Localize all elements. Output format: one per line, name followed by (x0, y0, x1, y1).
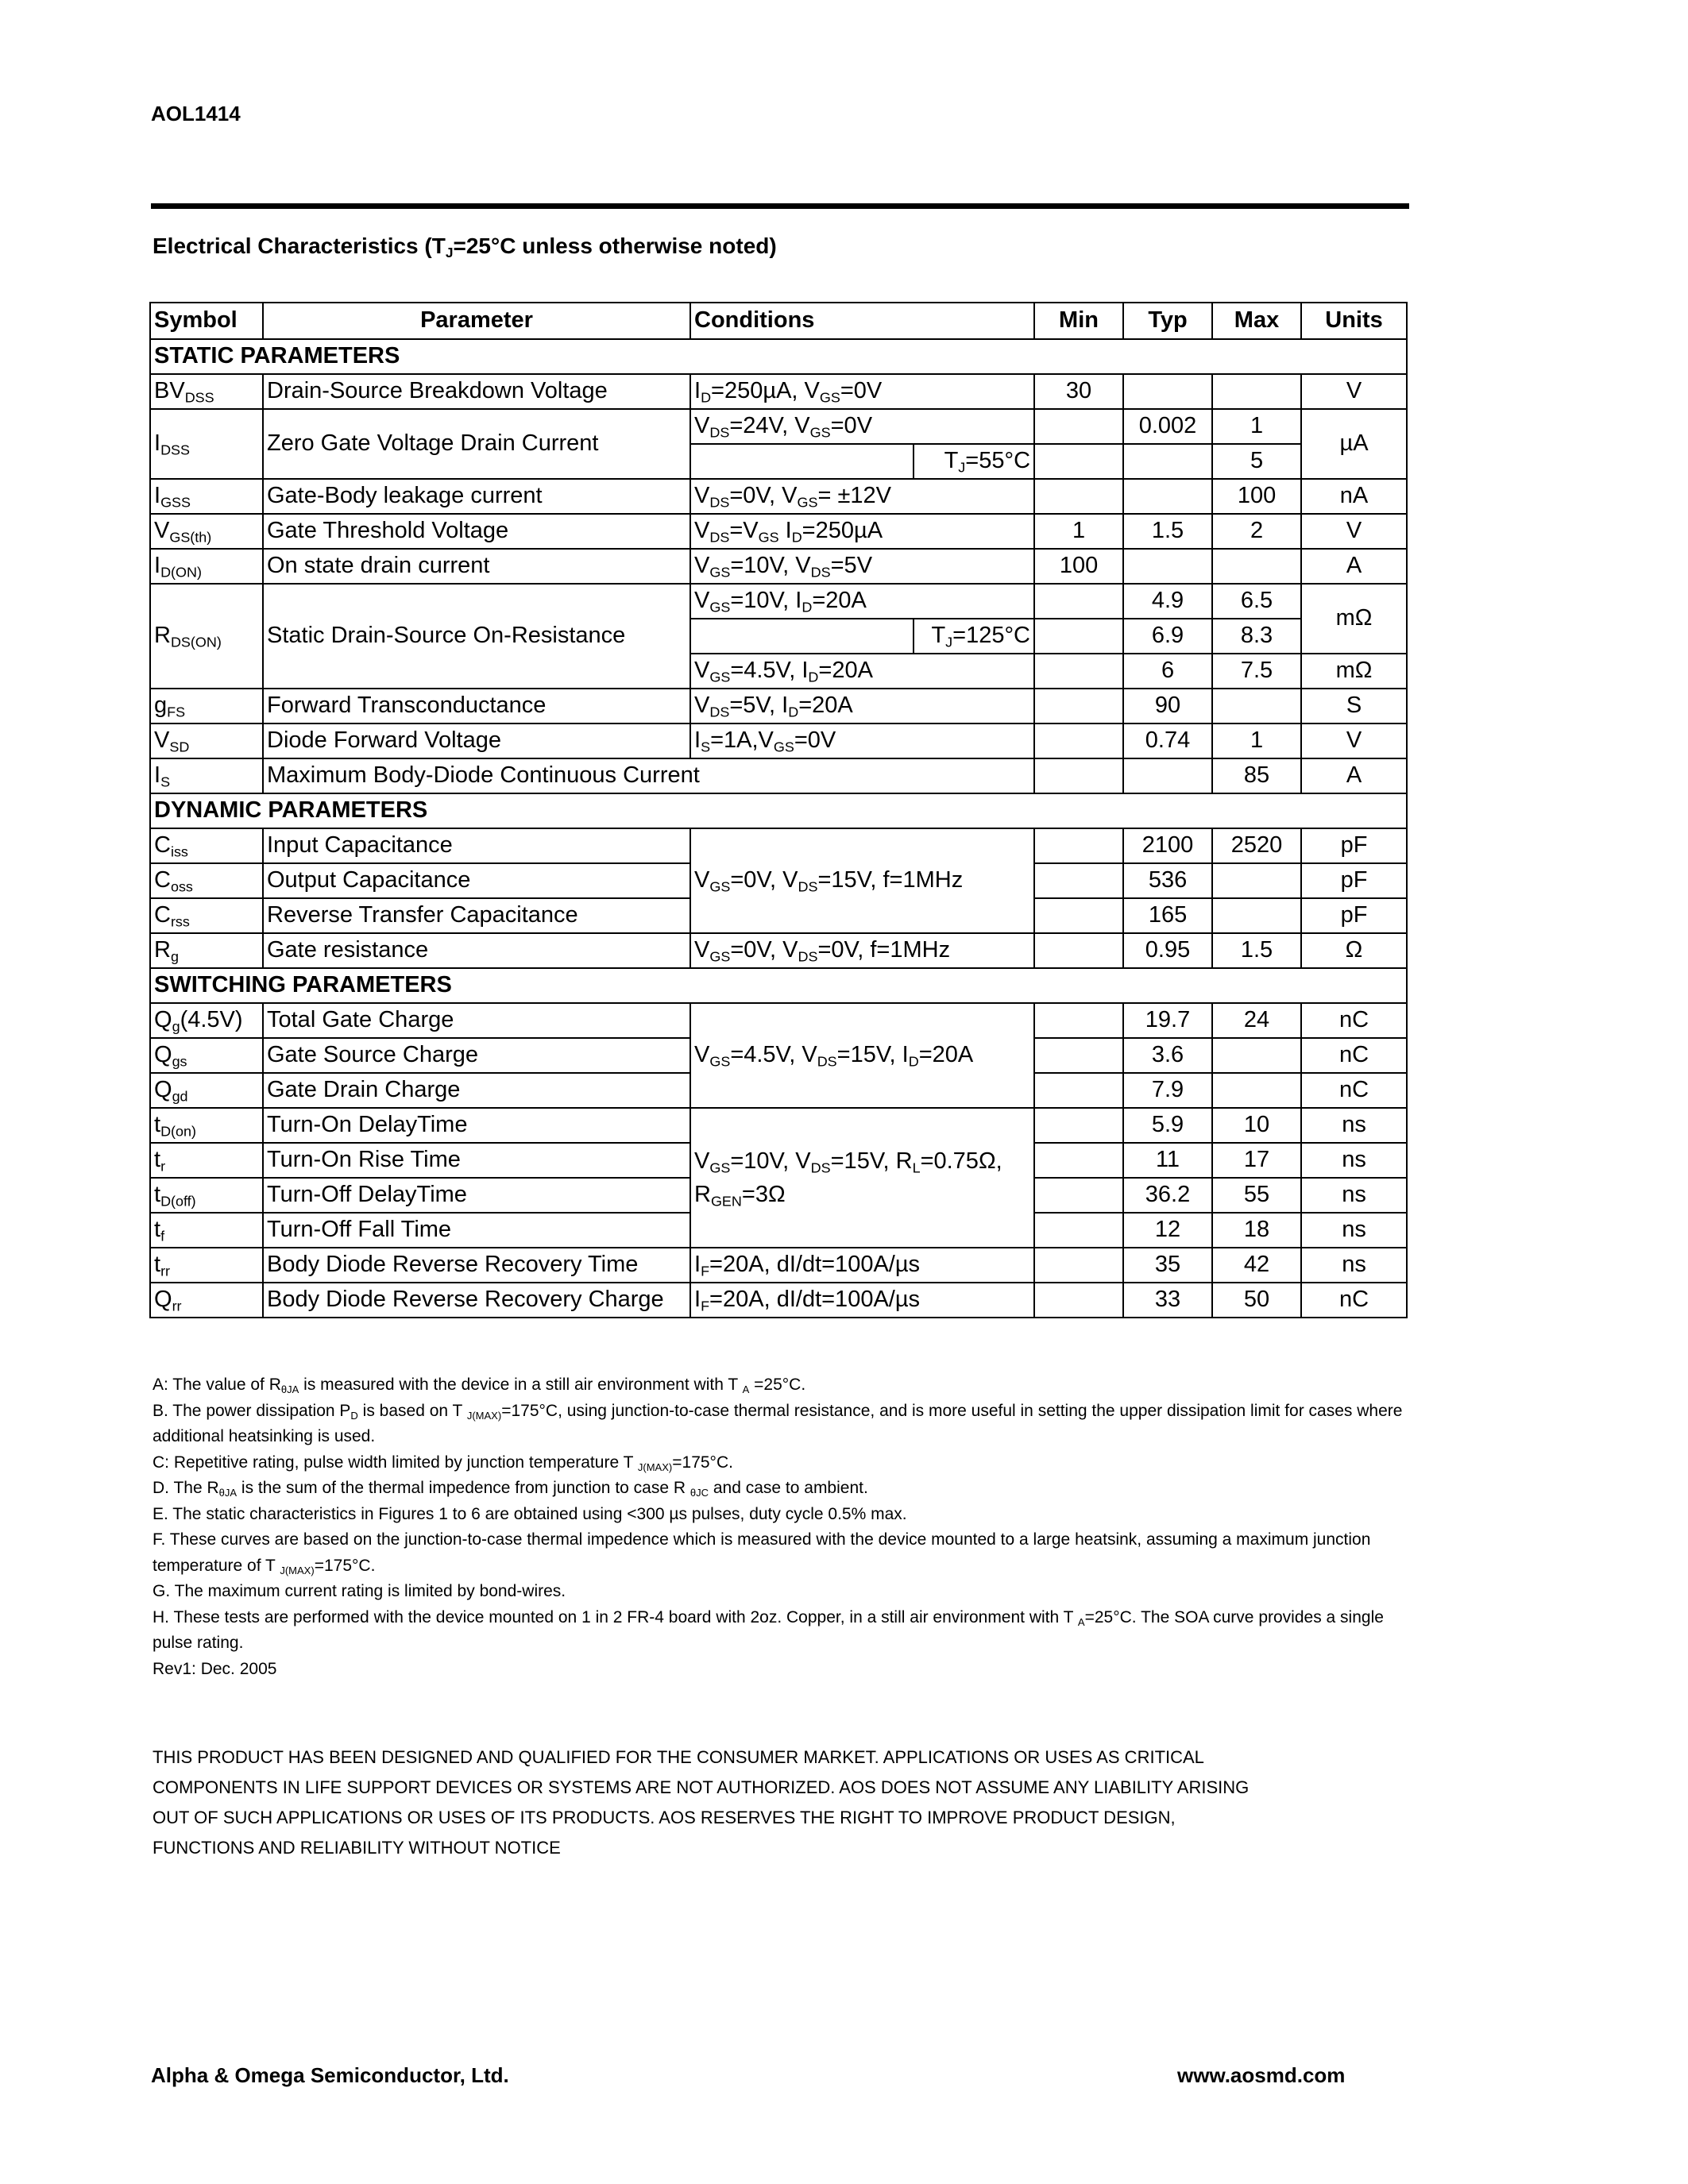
revision: Rev1: Dec. 2005 (153, 1659, 277, 1678)
note-f: F. These curves are based on the junction-to-case thermal impedence which is measured with the device mounted to a large heatsink, assuming a maximum junction temperature of T $_{J(MAX)}$=175°C. (153, 1530, 1371, 1576)
unit-cell: ns (1301, 1248, 1407, 1283)
symbol-cell: $Q_{gs}$ (150, 1038, 263, 1073)
footer-company: Alpha & Omega Semiconductor, Ltd. (151, 2063, 509, 2087)
symbol-cell: $R_{DS(ON)}$ (150, 584, 263, 689)
conditions-cell: $V_{DS}=5V$, $I_D=20A$ (690, 689, 1034, 723)
table-row (150, 514, 1407, 549)
tj-condition: $T_J=125^\circ C$ (914, 619, 1034, 654)
parameter-cell: Turn-On Rise Time (263, 1143, 690, 1178)
symbol-cell: $I_{D(ON)}$ (150, 549, 263, 584)
symbol-cell: $C_{iss}$ (150, 828, 263, 863)
unit-cell: A (1301, 549, 1407, 584)
typ-cell: 536 (1123, 863, 1212, 898)
section-title: Electrical Characteristics ($T_J=25^\circ C$ unless otherwise noted) (153, 233, 777, 261)
unit-cell: ns (1301, 1213, 1407, 1248)
conditions-cell: $V_{GS}=10V$, $I_D=20A$ (690, 584, 1034, 619)
table-row (150, 1283, 1407, 1318)
min-cell (1034, 1248, 1123, 1283)
table-row (150, 828, 1407, 863)
symbol-cell: $I_{DSS}$ (150, 409, 263, 479)
symbol-cell: $BV_{DSS}$ (150, 374, 263, 409)
parameter-cell: Forward Transconductance (263, 689, 690, 723)
disclaimer-line: OUT OF SUCH APPLICATIONS OR USES OF ITS PRODUCTS. AOS RESERVES THE RIGHT TO IMPROVE PRODUCT DESIGN, (153, 1808, 1176, 1827)
symbol-cell: $t_f$ (150, 1213, 263, 1248)
unit-cell: nA (1301, 479, 1407, 514)
typ-cell: 5.9 (1123, 1108, 1212, 1143)
symbol-cell: $V_{SD}$ (150, 723, 263, 758)
table-row (150, 689, 1407, 723)
table-row (150, 549, 1407, 584)
typ-cell: 0.74 (1123, 723, 1212, 758)
max-cell (1212, 1073, 1301, 1108)
parameter-cell: Gate Drain Charge (263, 1073, 690, 1108)
parameter-cell: Output Capacitance (263, 863, 690, 898)
table-row (150, 1108, 1407, 1143)
parameter-cell: Turn-Off DelayTime (263, 1178, 690, 1213)
symbol-cell: $g_{FS}$ (150, 689, 263, 723)
parameter-cell: Drain-Source Breakdown Voltage (263, 374, 690, 409)
disclaimer (153, 1742, 1423, 1863)
symbol-cell: $t_{D(off)}$ (150, 1178, 263, 1213)
switching-section: SWITCHING PARAMETERS (150, 968, 1407, 1003)
symbol-cell: $I_{GSS}$ (150, 479, 263, 514)
max-cell (1212, 863, 1301, 898)
parameter-cell: Reverse Transfer Capacitance (263, 898, 690, 933)
col-typ: Typ (1123, 303, 1212, 339)
unit-cell: µA (1301, 409, 1407, 479)
max-cell: 50 (1212, 1283, 1301, 1318)
max-cell: 55 (1212, 1178, 1301, 1213)
parameter-cell: Body Diode Reverse Recovery Time (263, 1248, 690, 1283)
note-b: B. The power dissipation $P_D$ is based on T $_{J(MAX)}$=175°C, using junction-to-case thermal resistance, and is more useful in setting the upper dissipation limit for cases where additional heatsinking is used. (153, 1401, 1403, 1445)
conditions-cell: $V_{DS}=0V$, $V_{GS}= \pm 12V$ (690, 479, 1034, 514)
unit-cell: S (1301, 689, 1407, 723)
max-cell (1212, 689, 1301, 723)
max-cell: 100 (1212, 479, 1301, 514)
max-cell: 1 (1212, 409, 1301, 444)
typ-cell (1123, 758, 1212, 793)
parameter-cell: Turn-On DelayTime (263, 1108, 690, 1143)
parameter-cell: Body Diode Reverse Recovery Charge (263, 1283, 690, 1318)
table-row (150, 933, 1407, 968)
table-row (150, 374, 1407, 409)
typ-cell: 19.7 (1123, 1003, 1212, 1038)
conditions-cell: $V_{DS}=V_{GS}$ $I_D=250\mu A$ (690, 514, 1034, 549)
min-cell (1034, 619, 1123, 654)
min-cell (1034, 933, 1123, 968)
max-cell: 42 (1212, 1248, 1301, 1283)
typ-cell: 90 (1123, 689, 1212, 723)
typ-cell: 1.5 (1123, 514, 1212, 549)
table-row (150, 584, 1407, 619)
symbol-cell: $I_S$ (150, 758, 263, 793)
max-cell: 10 (1212, 1108, 1301, 1143)
col-max: Max (1212, 303, 1301, 339)
typ-cell: 11 (1123, 1143, 1212, 1178)
disclaimer-line: FUNCTIONS AND RELIABILITY WITHOUT NOTICE (153, 1838, 561, 1858)
unit-cell: V (1301, 374, 1407, 409)
min-cell (1034, 1143, 1123, 1178)
col-symbol: Symbol (150, 303, 263, 339)
conditions-cell: $V_{GS}=4.5V$, $V_{DS}=15V$, $I_D=20A$ (690, 1003, 1034, 1108)
part-number: AOL1414 (151, 102, 241, 125)
disclaimer-line: THIS PRODUCT HAS BEEN DESIGNED AND QUALIFIED FOR THE CONSUMER MARKET. APPLICATIONS OR USES AS CRITICAL (153, 1747, 1204, 1767)
typ-cell: 35 (1123, 1248, 1212, 1283)
max-cell: 1.5 (1212, 933, 1301, 968)
min-cell (1034, 654, 1123, 689)
unit-cell: pF (1301, 828, 1407, 863)
unit-cell: mΩ (1301, 654, 1407, 689)
parameter-cell: Gate-Body leakage current (263, 479, 690, 514)
unit-cell: nC (1301, 1283, 1407, 1318)
max-cell (1212, 898, 1301, 933)
unit-cell: ns (1301, 1143, 1407, 1178)
typ-cell (1123, 549, 1212, 584)
min-cell (1034, 584, 1123, 619)
max-cell: 2 (1212, 514, 1301, 549)
typ-cell: 6.9 (1123, 619, 1212, 654)
unit-cell: nC (1301, 1003, 1407, 1038)
min-cell (1034, 1003, 1123, 1038)
parameter-cell: Zero Gate Voltage Drain Current (263, 409, 690, 479)
max-cell: 6.5 (1212, 584, 1301, 619)
min-cell (1034, 1038, 1123, 1073)
tj-condition: $T_J=55^\circ C$ (914, 444, 1034, 479)
table-row (150, 1003, 1407, 1038)
header-row (150, 303, 1407, 339)
symbol-cell: $Q_{rr}$ (150, 1283, 263, 1318)
conditions-cell: $V_{GS}=10V$, $V_{DS}=5V$ (690, 549, 1034, 584)
table-row (150, 758, 1407, 793)
max-cell: 24 (1212, 1003, 1301, 1038)
symbol-cell: $C_{rss}$ (150, 898, 263, 933)
typ-cell: 6 (1123, 654, 1212, 689)
conditions-cell: $I_S=1A,V_{GS}=0V$ (690, 723, 1034, 758)
min-cell (1034, 723, 1123, 758)
typ-cell: 7.9 (1123, 1073, 1212, 1108)
max-cell (1212, 374, 1301, 409)
symbol-cell: $Q_g(4.5V)$ (150, 1003, 263, 1038)
typ-cell: 4.9 (1123, 584, 1212, 619)
table-row (150, 479, 1407, 514)
max-cell: 2520 (1212, 828, 1301, 863)
typ-cell: 165 (1123, 898, 1212, 933)
typ-cell (1123, 479, 1212, 514)
typ-cell: 33 (1123, 1283, 1212, 1318)
parameter-cell: Gate resistance (263, 933, 690, 968)
table-row (150, 409, 1407, 444)
typ-cell (1123, 444, 1212, 479)
min-cell (1034, 444, 1123, 479)
note-e: E. The static characteristics in Figures 1 to 6 are obtained using <300 µs pulses, duty cycle 0.5% max. (153, 1504, 907, 1523)
parameter-cell: Maximum Body-Diode Continuous Current (263, 758, 1034, 793)
min-cell (1034, 1073, 1123, 1108)
typ-cell: 0.002 (1123, 409, 1212, 444)
max-cell: 85 (1212, 758, 1301, 793)
typ-cell (1123, 374, 1212, 409)
min-cell (1034, 1178, 1123, 1213)
typ-cell: 36.2 (1123, 1178, 1212, 1213)
max-cell: 1 (1212, 723, 1301, 758)
unit-cell: mΩ (1301, 584, 1407, 654)
max-cell (1212, 1038, 1301, 1073)
conditions-cell: $I_F=20A$, dI/dt=100A/µs (690, 1283, 1034, 1318)
typ-cell: 0.95 (1123, 933, 1212, 968)
symbol-cell: $t_r$ (150, 1143, 263, 1178)
note-g: G. The maximum current rating is limited by bond-wires. (153, 1582, 566, 1600)
max-cell: 5 (1212, 444, 1301, 479)
parameter-cell: Gate Source Charge (263, 1038, 690, 1073)
footer-website[interactable]: www.aosmd.com (1177, 2063, 1346, 2087)
top-rule (151, 203, 1409, 209)
min-cell (1034, 1213, 1123, 1248)
symbol-cell: $R_g$ (150, 933, 263, 968)
unit-cell: pF (1301, 863, 1407, 898)
conditions-cell: $I_D=250\mu A$, $V_{GS}=0V$ (690, 374, 1034, 409)
parameter-cell: Gate Threshold Voltage (263, 514, 690, 549)
unit-cell: ns (1301, 1108, 1407, 1143)
parameter-cell: Total Gate Charge (263, 1003, 690, 1038)
min-cell (1034, 409, 1123, 444)
min-cell: 100 (1034, 549, 1123, 584)
unit-cell: pF (1301, 898, 1407, 933)
min-cell (1034, 1283, 1123, 1318)
max-cell (1212, 549, 1301, 584)
unit-cell: ns (1301, 1178, 1407, 1213)
typ-cell: 2100 (1123, 828, 1212, 863)
max-cell: 18 (1212, 1213, 1301, 1248)
unit-cell: A (1301, 758, 1407, 793)
min-cell: 1 (1034, 514, 1123, 549)
note-d: D. The $R_{\theta JA}$ is the sum of the thermal impedence from junction to case R $_{\theta JC}$ and case to ambient. (153, 1479, 868, 1499)
min-cell (1034, 828, 1123, 863)
col-conditions: Conditions (690, 303, 1034, 339)
table-row (150, 723, 1407, 758)
unit-cell: V (1301, 723, 1407, 758)
col-min: Min (1034, 303, 1123, 339)
max-cell: 17 (1212, 1143, 1301, 1178)
min-cell (1034, 898, 1123, 933)
unit-cell: Ω (1301, 933, 1407, 968)
footnotes (153, 1372, 1416, 1682)
max-cell: 8.3 (1212, 619, 1301, 654)
parameter-cell: Static Drain-Source On-Resistance (263, 584, 690, 689)
min-cell (1034, 1108, 1123, 1143)
disclaimer-line: COMPONENTS IN LIFE SUPPORT DEVICES OR SYSTEMS ARE NOT AUTHORIZED. AOS DOES NOT ASSUME ANY LIABILITY ARISING (153, 1777, 1250, 1797)
parameter-cell: Turn-Off Fall Time (263, 1213, 690, 1248)
symbol-cell: $Q_{gd}$ (150, 1073, 263, 1108)
unit-cell: nC (1301, 1073, 1407, 1108)
parameter-cell: Input Capacitance (263, 828, 690, 863)
unit-cell: V (1301, 514, 1407, 549)
symbol-cell: $V_{GS(th)}$ (150, 514, 263, 549)
note-a: A: The value of $R_{\theta JA}$ is measured with the device in a still air environment with T $_A$ =25°C. (153, 1376, 806, 1395)
conditions-blank (690, 619, 914, 654)
static-section: STATIC PARAMETERS (150, 339, 1407, 374)
conditions-cell: $V_{DS}=24V$, $V_{GS}=0V$ (690, 409, 1034, 444)
unit-cell: nC (1301, 1038, 1407, 1073)
symbol-cell: $C_{oss}$ (150, 863, 263, 898)
dynamic-section: DYNAMIC PARAMETERS (150, 793, 1407, 828)
conditions-blank (690, 444, 914, 479)
typ-cell: 3.6 (1123, 1038, 1212, 1073)
symbol-cell: $t_{D(on)}$ (150, 1108, 263, 1143)
conditions-cell: $I_F=20A$, dI/dt=100A/µs (690, 1248, 1034, 1283)
note-c: C: Repetitive rating, pulse width limited by junction temperature T $_{J(MAX)}$=175°C. (153, 1453, 733, 1473)
conditions-cell: $V_{GS}=0V$, $V_{DS}=15V$, f=1MHz (690, 828, 1034, 933)
electrical-characteristics-table (149, 302, 1408, 1318)
min-cell (1034, 689, 1123, 723)
table-row (150, 1248, 1407, 1283)
typ-cell: 12 (1123, 1213, 1212, 1248)
min-cell (1034, 863, 1123, 898)
parameter-cell: On state drain current (263, 549, 690, 584)
note-h: H. These tests are performed with the device mounted on 1 in 2 FR-4 board with 2oz. Copper, in a still air environment with T $_A$=25°C. The SOA curve provides a single pulse rating. (153, 1607, 1384, 1652)
parameter-cell: Diode Forward Voltage (263, 723, 690, 758)
min-cell: 30 (1034, 374, 1123, 409)
conditions-cell: $V_{GS}=0V$, $V_{DS}=0V$, f=1MHz (690, 933, 1034, 968)
conditions-cell: $V_{GS}=4.5V$, $I_D=20A$ (690, 654, 1034, 689)
col-parameter: Parameter (263, 303, 690, 339)
min-cell (1034, 479, 1123, 514)
symbol-cell: $t_{rr}$ (150, 1248, 263, 1283)
max-cell: 7.5 (1212, 654, 1301, 689)
min-cell (1034, 758, 1123, 793)
col-units: Units (1301, 303, 1407, 339)
conditions-cell: $V_{GS}=10V$, $V_{DS}=15V$, $R_L=0.75\Omega$, $R_{GEN}=3\Omega$ (690, 1108, 1034, 1248)
